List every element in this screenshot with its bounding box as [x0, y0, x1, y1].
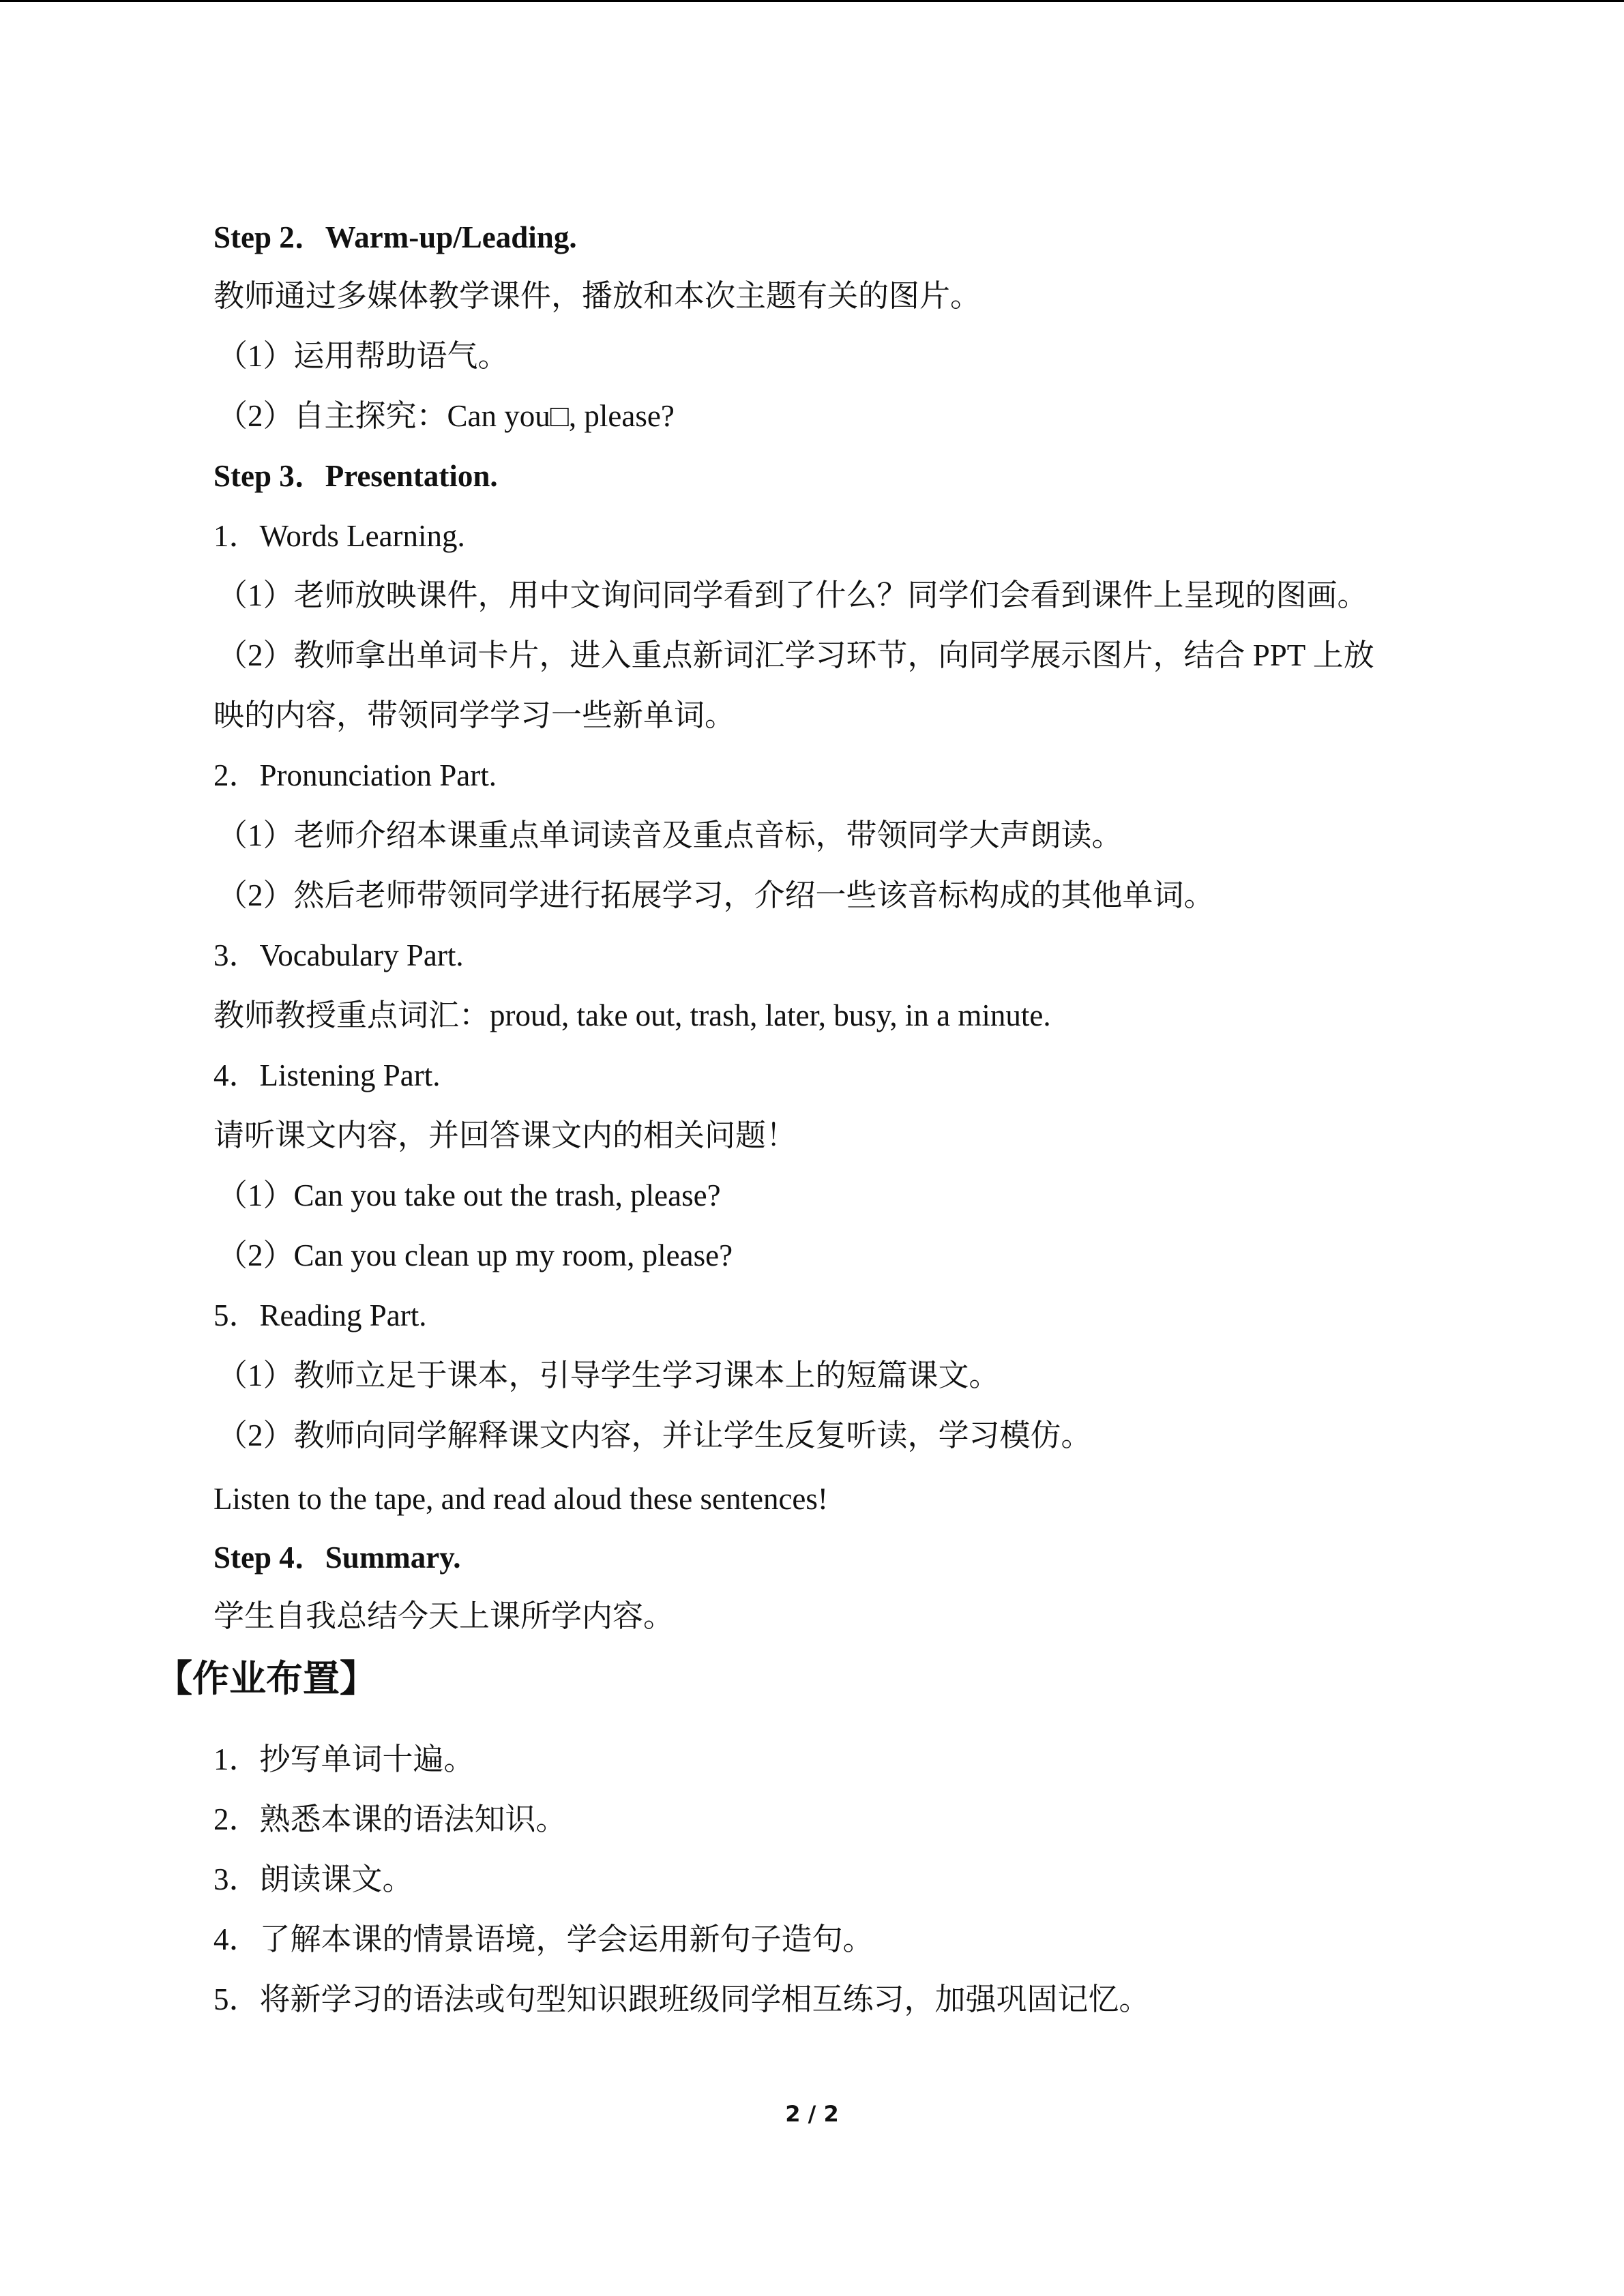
step2-heading: Step 2．Warm-up/Leading. [213, 220, 577, 254]
page-top-border [0, 0, 1624, 2]
reading-item-2: （2）教师向同学解释课文内容，并让学生反复听读，学习模仿。 [217, 1418, 1092, 1452]
page-number: 2 / 2 [785, 2101, 839, 2127]
vocabulary-text: 教师教授重点词汇：proud, take out, trash, later, busy, in a minute. [213, 998, 1051, 1032]
homework-item: 1．抄写单词十遍。 [213, 1742, 475, 1776]
reading-instruction: Listen to the tape, and read aloud these sentences! [213, 1482, 828, 1516]
step4-heading: Step 4．Summary. [213, 1540, 461, 1575]
listening-item-2: （2）Can you clean up my room, please? [217, 1238, 733, 1272]
step2-item-2: （2）自主探究：Can you□, please? [217, 399, 675, 433]
words-learning-item-1: （1）老师放映课件，用中文询问同学看到了什么？同学们会看到课件上呈现的图画。 [217, 578, 1368, 612]
pronunciation-item-2: （2）然后老师带领同学进行拓展学习，介绍一些该音标构成的其他单词。 [217, 878, 1215, 912]
words-learning-item-2-line-2: 映的内容，带领同学学习一些新单词。 [213, 698, 736, 732]
reading-item-1: （1）教师立足于课本，引导学生学习课本上的短篇课文。 [217, 1358, 1000, 1392]
homework-heading: 【作业布置】 [156, 1657, 377, 1700]
listening-intro: 请听课文内容，并回答课文内的相关问题！ [213, 1118, 797, 1152]
words-learning-item-2-line-1: （2）教师拿出单词卡片，进入重点新词汇学习环节，向同学展示图片，结合 PPT 上放 [217, 638, 1374, 672]
reading-heading: 5．Reading Part. [213, 1298, 427, 1332]
pronunciation-item-1: （1）老师介绍本课重点单词读音及重点音标，带领同学大声朗读。 [217, 818, 1123, 852]
listening-item-1: （1）Can you take out the trash, please? [217, 1178, 721, 1212]
step4-text: 学生自我总结今天上课所学内容。 [213, 1599, 675, 1633]
step3-heading: Step 3．Presentation. [213, 459, 498, 493]
vocabulary-heading: 3．Vocabulary Part. [213, 938, 464, 972]
homework-item: 4．了解本课的情景语境，学会运用新句子造句。 [213, 1922, 874, 1956]
pronunciation-heading: 2．Pronunciation Part. [213, 758, 497, 792]
listening-heading: 4．Listening Part. [213, 1058, 441, 1092]
step2-item-1: （1）运用帮助语气。 [217, 339, 509, 373]
homework-item: 5．将新学习的语法或句型知识跟班级同学相互练习，加强巩固记忆。 [213, 1982, 1150, 2016]
homework-item: 3．朗读课文。 [213, 1862, 413, 1896]
homework-item: 2．熟悉本课的语法知识。 [213, 1802, 567, 1836]
step2-intro: 教师通过多媒体教学课件，播放和本次主题有关的图片。 [213, 279, 981, 313]
words-learning-heading: 1．Words Learning. [213, 519, 465, 553]
